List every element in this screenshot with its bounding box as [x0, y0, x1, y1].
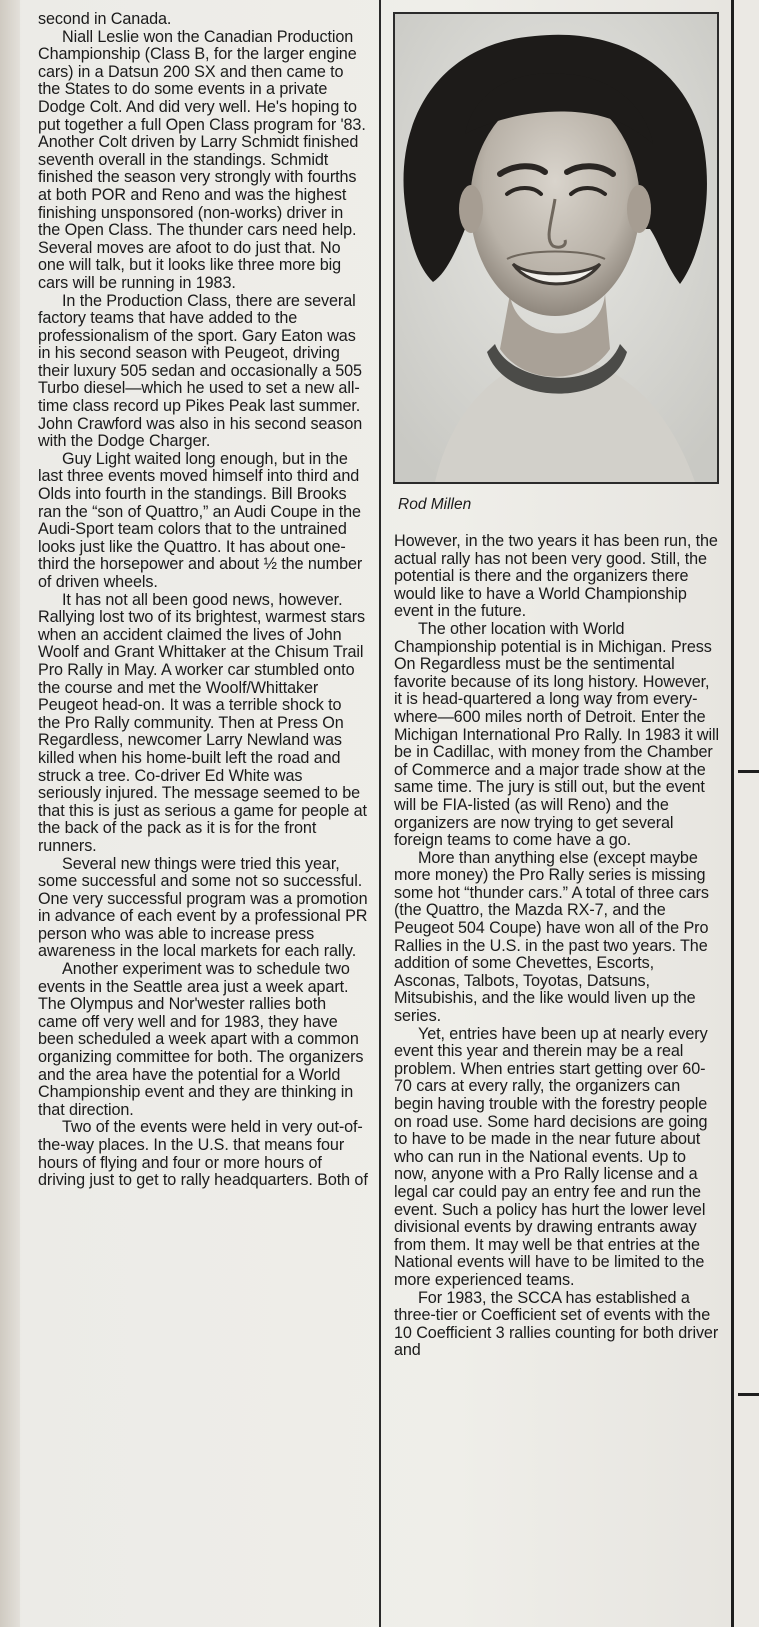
- paragraph: It has not all been good news, however. Rallying lost two of its brightest, warmest stars when an accident claimed the lives of John Woolf and Grant Whittaker at the Chisum Trail Pro Rally in May. A worker car stumbled onto the course and met the Woolf/Whittaker Peugeot head-on. It was a terrible shock to the Pro Rally community. Then at Press On Regardless, newcomer Larry Newland was killed when his home-built left the road and struck a tree. Co-driver Ed White was seriously injured. The message seemed to be that this is just as serious a game for people at the back of the pack as it is for the front runners.: [38, 590, 367, 855]
- paragraph: Two of the events were held in very out-of-the-way places. In the U.S. that means four hours of flying and four or more hours of driving just to get to rally headquarters. Both of: [38, 1118, 368, 1190]
- paragraph: For 1983, the SCCA has established a three-tier or Coefficient set of events with the 10 Coefficient 3 rallies counting for both driver and: [394, 1288, 719, 1360]
- paragraph: The other location with World Championship potential is in Michigan. Press On Regardless must be the sentimental favorite because of its long history. However, it is head-quartered a long way from every-where—600 miles north of Detroit. Enter the Michigan International Pro Rally. In 1983 it will be in Cadillac, with money from the Chamber of Commerce and a major trade show at the same time. The jury is still out, but the event will be FIA-listed (as will Reno) and the organizers are now trying to get several foreign teams to come have a go.: [394, 619, 720, 850]
- paragraph: Another experiment was to schedule two events in the Seattle area just a week apart. The Olympus and Nor'wester rallies both came off very well and for 1983, they have been scheduled a week apart with a common organizing committee for both. The organizers and the area have the potential for a World Championship event and they are thinking in that direction.: [38, 960, 364, 1119]
- left-text-column: [38, 11, 368, 1190]
- portrait-photo: [393, 12, 719, 484]
- paragraph: In the Production Class, there are several factory teams that have added to the professionalism of the sport. Gary Eaton was in his second season with Peugeot, driving their luxury 505 sedan and occasionally a 505 Turbo diesel—which he used to set a new all-time class record up Pikes Peak last summer. John Crawford was also in his second season with the Dodge Charger.: [38, 291, 363, 451]
- paragraph: second in Canada.: [38, 10, 172, 28]
- page-edge: [0, 0, 20, 1627]
- paragraph: Guy Light waited long enough, but in the last three events moved himself into third and Olds into fourth in the standings. Bill Brooks ran the “son of Quattro,” an Audi Coupe in the Audi-Sport team colors that to the untrained looks just like the Quattro. It has about one-third the horsepower and about ½ the number of driven wheels.: [38, 449, 363, 591]
- paragraph: Niall Leslie won the Canadian Production Championship (Class B, for the larger engine cars) in a Datsun 200 SX and then came to the States to do some events in a private Dodge Colt. And did very well. He's hoping to put together a full Open Class program for '83. Another Colt driven by Larry Schmidt finished seventh overall in the standings. Schmidt finished the season very strongly with fourths at both POR and Reno and was the highest finishing unsponsored (non-works) driver in the Open Class. The thunder cars need help. Several moves are afoot to do just that. No one will talk, but it looks like three more big cars will be running in 1983.: [38, 27, 366, 292]
- adjacent-page-strip: [731, 0, 759, 1627]
- portrait-image: [395, 14, 717, 482]
- paragraph: More than anything else (except maybe more money) the Pro Rally series is missing some hot “thunder cars.” A total of three cars (the Quattro, the Mazda RX-7, and the Peugeot 504 Coupe) have won all of the Pro Rallies in the U.S. in the past two years. The addition of some Chevettes, Escorts, Asconas, Talbots, Toyotas, Datsuns, Mitsubishis, and the like would liven up the series.: [394, 848, 709, 1026]
- strip-rule: [738, 770, 759, 773]
- strip-rule: [738, 1393, 759, 1396]
- right-text-column: [394, 533, 720, 1360]
- paragraph: Yet, entries have been up at nearly every event this year and therein may be a real problem. When entries start getting over 60-70 cars at every rally, the organizers can begin having trouble with the forestry people on road use. Some hard decisions are going to have to be made in the near future about who can run in the National events. Up to now, anyone with a Pro Rally license and a legal car could pay an entry fee and run the event. Such a policy has hurt the lower level divisional events by drawing entrants away from them. It may well be that entries at the National events will have to be limited to the more experienced teams.: [394, 1024, 708, 1289]
- paragraph: However, in the two years it has been run, the actual rally has not been very good. Still, the potential is there and the organizers there would like to have a World Championship event in the future.: [394, 532, 718, 621]
- paragraph: Several new things were tried this year, some successful and some not so successful. One very successful program was a promotion in advance of each event by a professional PR person who was able to increase press awareness in the local markets for each rally.: [38, 854, 368, 961]
- column-divider: [379, 0, 381, 1627]
- photo-caption: Rod Millen: [398, 496, 472, 513]
